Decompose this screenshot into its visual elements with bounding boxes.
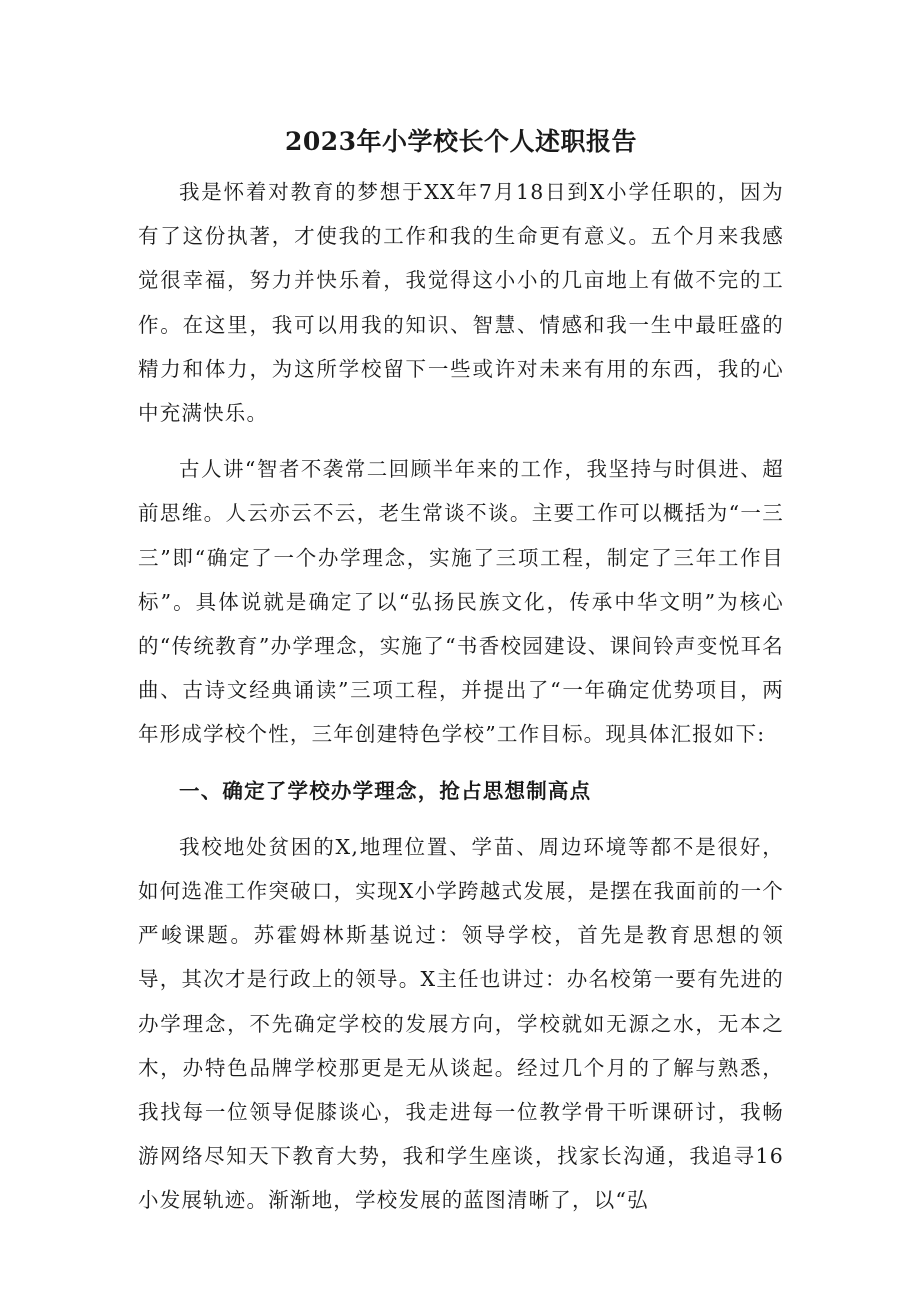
section-1-paragraph: 我校地处贫困的X,地理位置、学苗、周边环境等都不是很好，如何选准工作突破口，实现X小学跨越式发展，是摆在我面前的一个严峻课题。苏霍姆林斯基说过：领导学校，首先是教育思想的领导，其次才是行政上的领导。X主任也讲过：办名校第一要有先进的办学理念，不先确定学校的发展方向，学校就如无源之水，无本之木，办特色品牌学校那更是无从谈起。经过几个月的了解与熟悉，我找每一位领导促膝谈心，我走进每一位教学骨干听课研讨，我畅游网络尽知天下教育大势，我和学生座谈，找家长沟通，我追寻16小发展轨迹。渐渐地，学校发展的蓝图清晰了，以“弘	[138, 834, 784, 1213]
intro-paragraph: 我是怀着对教育的梦想于XX年7月18日到X小学任职的，因为有了这份执著，才使我的工作和我的生命更有意义。五个月来我感觉很幸福，努力并快乐着，我觉得这小小的几亩地上有做不完的工作。在这里，我可以用我的知识、智慧、情感和我一生中最旺盛的精力和体力，为这所学校留下一些或许对未来有用的东西，我的心中充满快乐。	[138, 180, 784, 426]
section-1-heading: 一、确定了学校办学理念，抢占思想制高点	[179, 778, 592, 803]
document-page	[138, 118, 784, 1235]
summary-paragraph: 古人讲“智者不袭常二回顾半年来的工作，我坚持与时俱进、超前思维。人云亦云不云，老生常谈不谈。主要工作可以概括为“一三三”即“确定了一个办学理念，实施了三项工程，制定了三年工作目标”。具体说就是确定了以“弘扬民族文化，传承中华文明”为核心的“传统教育”办学理念，实施了“书香校园建设、课间铃声变悦耳名曲、古诗文经典诵读”三项工程，并提出了“一年确定优势项目，两年形成学校个性，三年创建特色学校”工作目标。现具体汇报如下:	[138, 457, 784, 747]
document-title: 2023年小学校长个人述职报告	[284, 127, 638, 156]
